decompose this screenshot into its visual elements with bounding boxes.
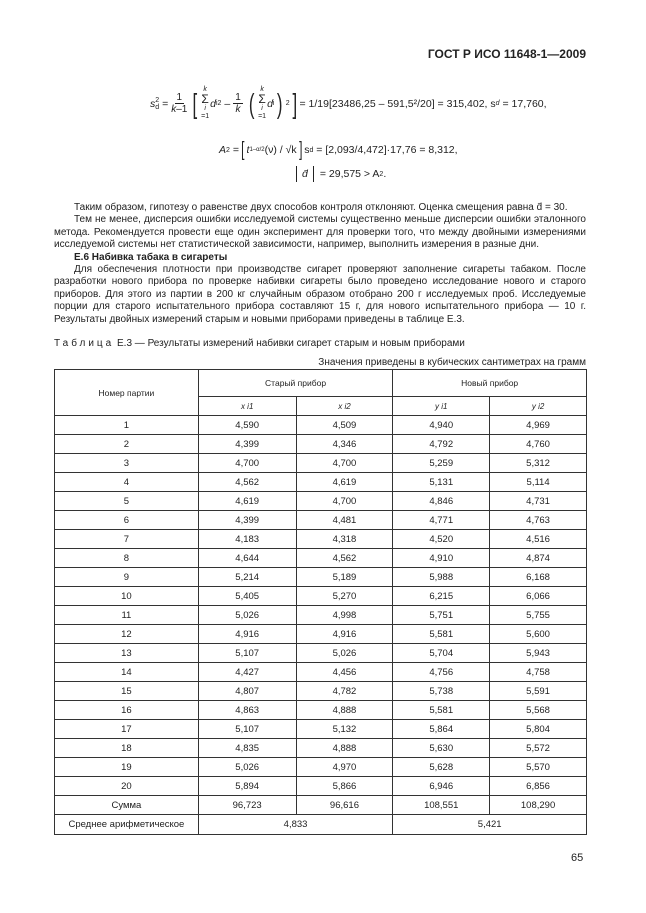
formula-result: = [2,093/4,472]·17,76 = 8,312,	[316, 144, 458, 156]
table-cell: Сумма	[55, 796, 199, 815]
punct: .	[383, 168, 387, 180]
table-row	[55, 492, 587, 511]
table-cell: 5,704	[393, 644, 490, 663]
table-cell: 5,131	[393, 473, 490, 492]
table-cell: 5,114	[490, 473, 587, 492]
sup: 2	[155, 96, 160, 104]
table-cell: 4,516	[490, 530, 587, 549]
table-cell: 5,866	[296, 777, 393, 796]
table-cell: 4,782	[296, 682, 393, 701]
table-cell: 4,183	[198, 530, 296, 549]
table-cell: 5,132	[296, 720, 393, 739]
table-cell: 5,572	[490, 739, 587, 758]
table-cell: 5,738	[393, 682, 490, 701]
table-cell: 4,644	[198, 549, 296, 568]
table-cell: 4,399	[198, 435, 296, 454]
table-cell: 20	[55, 777, 199, 796]
table-cell: 4,874	[490, 549, 587, 568]
table-cell: 6,215	[393, 587, 490, 606]
paragraph: Таким образом, гипотезу о равенстве двух способов контроля отклоняют. Оценка смещения равна d̄ = 30.	[74, 202, 568, 213]
table-cell: 5,026	[296, 644, 393, 663]
mean-row	[55, 815, 587, 835]
table-cell: 5,591	[490, 682, 587, 701]
symbol: A	[219, 144, 227, 156]
table-cell: 5,026	[198, 606, 296, 625]
formula-value: = 1/19[23486,25 – 591,5²/20] = 315,402, s	[299, 97, 496, 110]
table-cell: 8	[55, 549, 199, 568]
table-cell: 4,619	[198, 492, 296, 511]
table-cell: 4,763	[490, 511, 587, 530]
table-cell: 4,456	[296, 663, 393, 682]
table-cell: 15	[55, 682, 199, 701]
caption-label: Таблица	[54, 338, 115, 349]
table-cell: 1	[55, 416, 199, 435]
table-cell: 4,562	[198, 473, 296, 492]
table-row	[55, 758, 587, 777]
table-cell: 4,998	[296, 606, 393, 625]
table-row	[55, 682, 587, 701]
table-cell: 4,916	[296, 625, 393, 644]
formula-part: (ν) / √k	[264, 144, 297, 156]
table-cell: 5,270	[296, 587, 393, 606]
table-cell: 6,168	[490, 568, 587, 587]
table-cell: 4,481	[296, 511, 393, 530]
table-cell: 5,988	[393, 568, 490, 587]
table-cell: 4,700	[198, 454, 296, 473]
table-cell: 7	[55, 530, 199, 549]
table-cell: 5,600	[490, 625, 587, 644]
table-row	[55, 739, 587, 758]
table-cell: 4,760	[490, 435, 587, 454]
table-cell: 96,723	[198, 796, 296, 815]
table-cell: 4,756	[393, 663, 490, 682]
table-cell: 5,026	[198, 758, 296, 777]
symbol: s	[150, 97, 156, 110]
table-cell: 16	[55, 701, 199, 720]
table-cell: 5,107	[198, 720, 296, 739]
table-row	[55, 644, 587, 663]
table-cell: 4,427	[198, 663, 296, 682]
table-cell: 4,970	[296, 758, 393, 777]
table-cell: 11	[55, 606, 199, 625]
col-new-device: Новый прибор	[393, 370, 587, 397]
table-cell: 5,107	[198, 644, 296, 663]
table-row	[55, 549, 587, 568]
table-cell: 4,940	[393, 416, 490, 435]
table-cell: 17	[55, 720, 199, 739]
formula-value: = 29,575 > A	[319, 168, 380, 180]
formula-bias: d̄ = 29,575 > A 2 .	[296, 166, 386, 182]
table-cell: 4,520	[393, 530, 490, 549]
table-cell: 6	[55, 511, 199, 530]
symbol: s	[304, 144, 310, 156]
col-batch: Номер партии	[55, 370, 199, 416]
table-cell: 14	[55, 663, 199, 682]
col-x2: x i2	[296, 397, 393, 416]
table-cell: 5,259	[393, 454, 490, 473]
table-cell: 2	[55, 435, 199, 454]
table-cell: 4,969	[490, 416, 587, 435]
caption-text: Е.3 — Результаты измерений набивки сигарет старым и новым приборами	[117, 338, 465, 349]
sum-row	[55, 796, 587, 815]
formula-variance: s 2 d = $\frac{1}{k-1}$ [ k Σ i =1 d i 2 – $\frac{1}{k}$ ( k Σ i =1 d i ) 2 ] = 1/19[23486,25 – 591,5²/20] = 315,402, s d = 17,760,	[150, 86, 547, 120]
section-heading: Е.6 Набивка табака в сигареты	[74, 251, 228, 263]
table-cell: 4,346	[296, 435, 393, 454]
table-cell: 5,755	[490, 606, 587, 625]
table-cell: 5	[55, 492, 199, 511]
table-caption	[54, 338, 465, 349]
table-cell: 4,807	[198, 682, 296, 701]
table-cell: 10	[55, 587, 199, 606]
col-x1: x i1	[198, 397, 296, 416]
table-cell: 4,619	[296, 473, 393, 492]
table-cell: 96,616	[296, 796, 393, 815]
table-row	[55, 625, 587, 644]
table-cell: 4	[55, 473, 199, 492]
table-row	[55, 663, 587, 682]
table-cell: 4,835	[198, 739, 296, 758]
table-cell: 5,189	[296, 568, 393, 587]
table-cell: 4,562	[296, 549, 393, 568]
table-cell: 5,568	[490, 701, 587, 720]
table-cell: 5,312	[490, 454, 587, 473]
table-row	[55, 473, 587, 492]
table-row	[55, 720, 587, 739]
table-cell: 5,570	[490, 758, 587, 777]
table-row	[55, 568, 587, 587]
symbol: d̄	[302, 168, 308, 180]
table-cell: 4,700	[296, 454, 393, 473]
table-cell: 5,894	[198, 777, 296, 796]
mean-new: 5,421	[393, 815, 587, 835]
table-cell: 18	[55, 739, 199, 758]
table-cell: 4,318	[296, 530, 393, 549]
sub: d	[155, 103, 160, 111]
table-cell: 12	[55, 625, 199, 644]
paragraph: Для обеспечения плотности при производстве сигарет проверяют заполнение сигареты табаком. После разработки нового прибора по проверке набивки сигареты было проведено исследование нового и старого приборов. Для этого из партии в 200 кг случайным образом отобрано 200 г исследуемых проб. Исследуемые порции для старого испытательного прибора составляют 15 г, для нового испытательного прибора — 10 г. Результаты двойных измерений старым и новыми приборами приведены в таблице Е.3.	[54, 264, 586, 325]
symbol: t	[246, 144, 250, 156]
table-cell: 4,399	[198, 511, 296, 530]
table-row	[55, 606, 587, 625]
table-cell: 6,856	[490, 777, 587, 796]
table-cell: 4,731	[490, 492, 587, 511]
table-cell: 4,910	[393, 549, 490, 568]
table-cell: 6,946	[393, 777, 490, 796]
table-cell: 4,792	[393, 435, 490, 454]
table-cell: 108,551	[393, 796, 490, 815]
sub: 1–α/2	[249, 147, 265, 153]
paragraph: Тем не менее, дисперсия ошибки исследуемой системы существенно меньше дисперсии ошибки эталонного метода. Рекомендуется провести еще один эксперимент для проверки того, что между двойными измерениями исследуемой системы нет статистической зависимости, например, выполнить измерения в разные дни.	[54, 214, 586, 251]
table-cell: 4,509	[296, 416, 393, 435]
table-cell: 4,863	[198, 701, 296, 720]
body-text	[54, 202, 586, 326]
table-row	[55, 416, 587, 435]
page-number: 65	[571, 852, 584, 864]
document-header: ГОСТ Р ИСО 11648-1—2009	[427, 47, 586, 61]
table-cell: 5,804	[490, 720, 587, 739]
table-row	[55, 587, 587, 606]
table-row	[55, 454, 587, 473]
table-row	[55, 435, 587, 454]
table-cell: 108,290	[490, 796, 587, 815]
table-cell: 4,758	[490, 663, 587, 682]
table-cell: 4,700	[296, 492, 393, 511]
table-units: Значения приведены в кубических сантиметрах на грамм	[318, 357, 586, 368]
table-cell: 19	[55, 758, 199, 777]
mean-label: Среднее арифметическое	[55, 815, 199, 835]
table-cell: 4,846	[393, 492, 490, 511]
table-row	[55, 511, 587, 530]
table-cell: 9	[55, 568, 199, 587]
table-row	[55, 530, 587, 549]
table-cell: 4,590	[198, 416, 296, 435]
table-cell: 5,630	[393, 739, 490, 758]
formula-A2: A 2 = [ t 1–α/2 (ν) / √k ] s d = [2,093/4,472]·17,76 = 8,312,	[219, 139, 458, 161]
table-row	[55, 777, 587, 796]
table-cell: 4,888	[296, 739, 393, 758]
table-row	[55, 701, 587, 720]
table-cell: 5,581	[393, 701, 490, 720]
table-cell: 3	[55, 454, 199, 473]
table-cell: 5,628	[393, 758, 490, 777]
formula-result: = 17,760,	[502, 97, 547, 110]
table-cell: 4,888	[296, 701, 393, 720]
table-cell: 5,864	[393, 720, 490, 739]
mean-old: 4,833	[198, 815, 393, 835]
col-y1: y i1	[393, 397, 490, 416]
table-cell: 5,943	[490, 644, 587, 663]
table-cell: 6,066	[490, 587, 587, 606]
table-cell: 5,214	[198, 568, 296, 587]
results-table	[54, 369, 587, 835]
col-y2: y i2	[490, 397, 587, 416]
table-cell: 4,771	[393, 511, 490, 530]
table-cell: 5,405	[198, 587, 296, 606]
table-cell: 4,916	[198, 625, 296, 644]
col-old-device: Старый прибор	[198, 370, 393, 397]
table-cell: 13	[55, 644, 199, 663]
table-cell: 5,751	[393, 606, 490, 625]
table-cell: 5,581	[393, 625, 490, 644]
